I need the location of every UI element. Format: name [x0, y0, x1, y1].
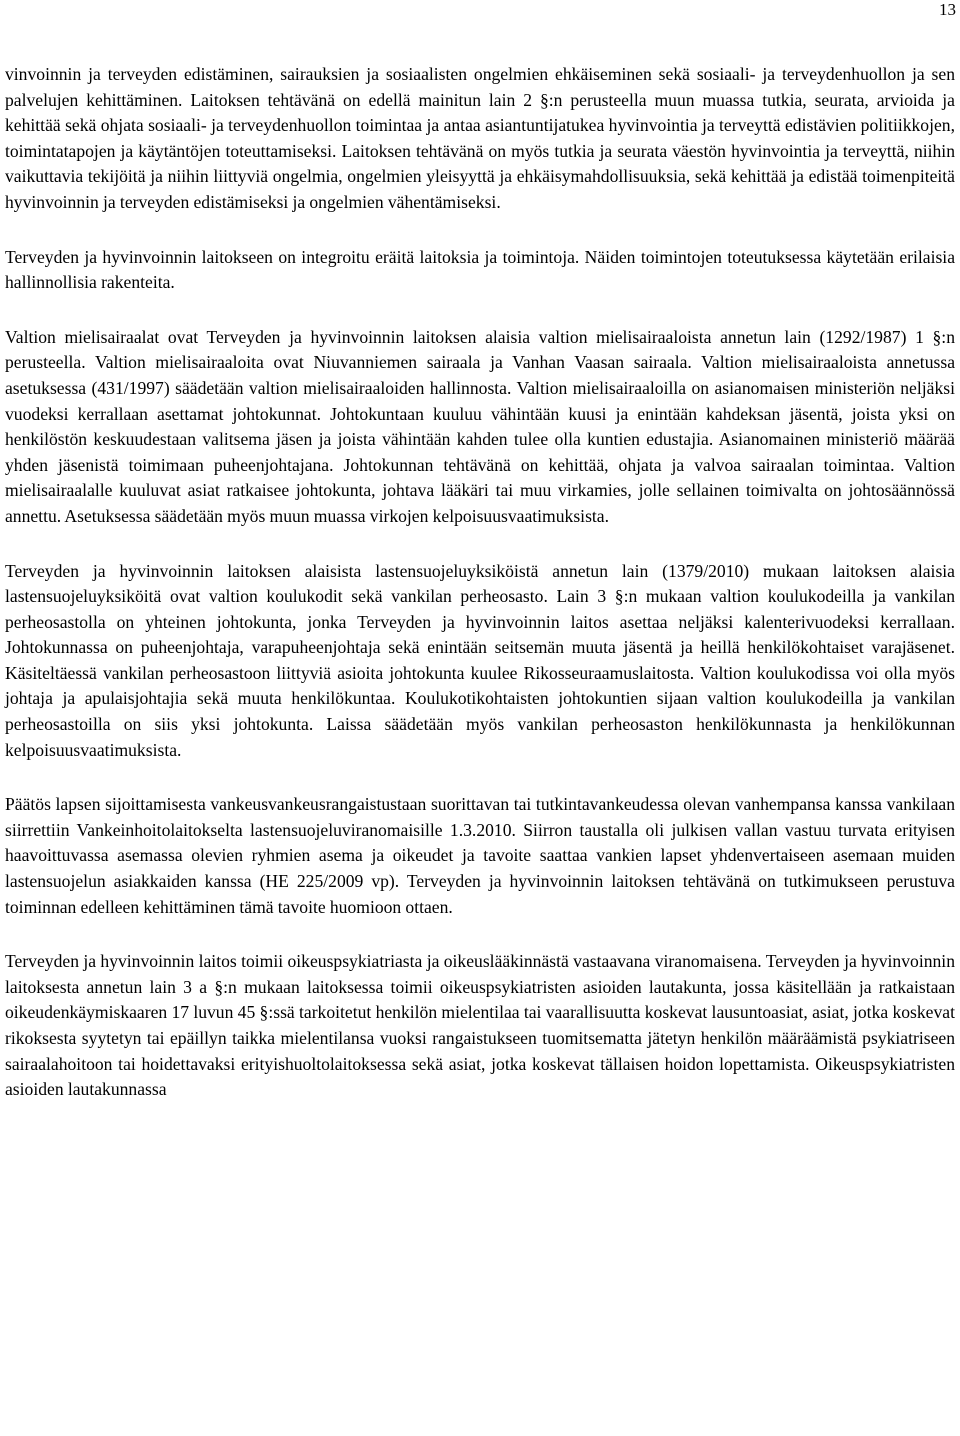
paragraph-thl-duties: vinvoinnin ja terveyden edistäminen, sairauksien ja sosiaalisten ongelmien ehkäiseminen sekä sosiaali- ja terveydenhuollon ja sen palvelujen kehittäminen. Laitoksen tehtävänä on edellä mainitun lain 2 §:n perusteella muun muassa tutkia, seurata, arvioida ja kehittää sekä ohjata sosiaali- ja terveydenhuollon toimintaa ja antaa asiantuntijatukea hyvinvointia ja terveyttä edistävien politiikkojen, toimintatapojen ja käytäntöjen toteuttamiseksi. Laitoksen tehtävänä on myös tutkia ja seurata väestön hyvinvointia ja terveyttä, niihin vaikuttavia tekijöitä ja niihin liittyviä ongelmia, ongelmien yleisyyttä ja ehkäisymahdollisuuksia, sekä kehittää ja edistää toimenpiteitä hyvinvoinnin ja terveyden edistämiseksi ja ongelmien vähentämiseksi. — [5, 64, 955, 212]
paragraph-child-welfare-units: Terveyden ja hyvinvoinnin laitoksen alaisista lastensuojeluyksiköistä annetun lain (1379/2010) mukaan laitoksen alaisia lastensuojeluyksiköitä ovat valtion koulukodit sekä vankilan perheosasto. Lain 3 §:n mukaan valtion koulukodeilla ja vankilan perheosastolla on yhteinen johtokunta, jonka Terveyden ja hyvinvoinnin laitos asettaa neljäksi kalenterivuodeksi kerrallaan. Johtokunnassa on puheenjohtaja, varapuheenjohtaja sekä enintään seitsemän muuta jäsentä ja heillä henkilökohtaiset varajäsenet. Käsiteltäessä vankilan perheosastoon liittyviä asioita johtokunta kuulee Rikosseuraamuslaitosta. Valtion koulukodissa voi olla myös johtaja ja apulaisjohtajia sekä muuta henkilökuntaa. Koulukotikohtaisten johtokuntien sijaan valtion koulukodeilla ja vankilan perheosastoilla on siis yksi johtokunta. Laissa säädetään myös vankilan perheosaston henkilökunnasta ja henkilökunnan kelpoisuusvaatimuksista. — [5, 560, 955, 760]
page-number: 13 — [939, 0, 956, 19]
paragraph-integrated-units: Terveyden ja hyvinvoinnin laitokseen on integroitu eräitä laitoksia ja toimintoja. Näiden toimintojen toteutuksessa käytetään erilaisia hallinnollisia rakenteita. — [5, 246, 955, 293]
paragraph-state-mental-hospitals: Valtion mielisairaalat ovat Terveyden ja hyvinvoinnin laitoksen alaisia valtion mielisairaaloista annetun lain (1292/1987) 1 §:n perusteella. Valtion mielisairaaloita ovat Niuvanniemen sairaala ja Vanhan Vaasan sairaala. Valtion mielisairaaloista annetussa asetuksessa (431/1997) säädetään valtion mielisairaaloiden hallinnosta. Valtion mielisairaaloilla on asianomaisen ministeriön neljäksi vuodeksi kerrallaan asettamat johtokunnat. Johtokuntaan kuuluu vähintään kuusi ja enintään kahdeksan jäsentä, joista yksi on henkilöstön keskuudestaan valitsema jäsen ja joista vähintään kahden tulee olla kuntien edustajia. Asianomainen ministeriö määrää yhden jäsenistä toimimaan puheenjohtajana. Johtokunnan tehtävänä on kehittää, ohjata ja valvoa sairaalan toimintaa. Valtion mielisairaalalle kuuluvat asiat ratkaisee johtokunta, johtava lääkäri tai muu virkamies, jolle sellainen toimivalta on johtosäännössä annettu. Asetuksessa säädetään myös muun muassa virkojen kelpoisuusvaatimuksista. — [5, 326, 955, 526]
document-body — [5, 62, 955, 1103]
paragraph-forensic-psychiatry: Terveyden ja hyvinvoinnin laitos toimii oikeuspsykiatriasta ja oikeuslääkinnästä vastaavana viranomaisena. Terveyden ja hyvinvoinnin laitoksesta annetun lain 3 a §:n mukaan laitoksessa toimii oikeuspsykiatristen asioiden lautakunta, jossa käsitellään ja ratkaistaan oikeudenkäymiskaaren 17 luvun 45 §:ssä tarkoitetut henkilön mielentilaa tai vaarallisuutta koskevat lausuntoasiat, asiat, jotka koskevat rikoksesta syytetyn tai epäillyn taikka mielentilansa vuoksi rangaistukseen tuomitsematta jätetyn henkilön määräämistä psykiatriseen sairaalahoitoon tai hoidettavaksi erityishuoltolaitoksessa sekä asiat, jotka koskevat tällaisen hoidon lopettamista. Oikeuspsykiatristen asioiden lautakunnassa — [5, 951, 955, 1100]
paragraph-prison-family-unit: Päätös lapsen sijoittamisesta vankeusvankeusrangaistustaan suorittavan tai tutkintavankeudessa olevan vanhempansa kanssa vankilaan siirrettiin Vankeinhoitolaitokselta lastensuojeluviranomaisille 1.3.2010. Siirron taustalla oli julkisen vallan vastuu turvata erityisen haavoittuvassa asemassa olevien ryhmien asema ja oikeudet ja tavoite saattaa vankien lapset yhdenvertaiseen asemaan muiden lastensuojelun asiakkaiden kanssa (HE 225/2009 vp). Terveyden ja hyvinvoinnin laitoksen tehtävänä on tutkimukseen perustuva toiminnan edelleen kehittäminen tämä tavoite huomioon ottaen. — [5, 794, 955, 917]
